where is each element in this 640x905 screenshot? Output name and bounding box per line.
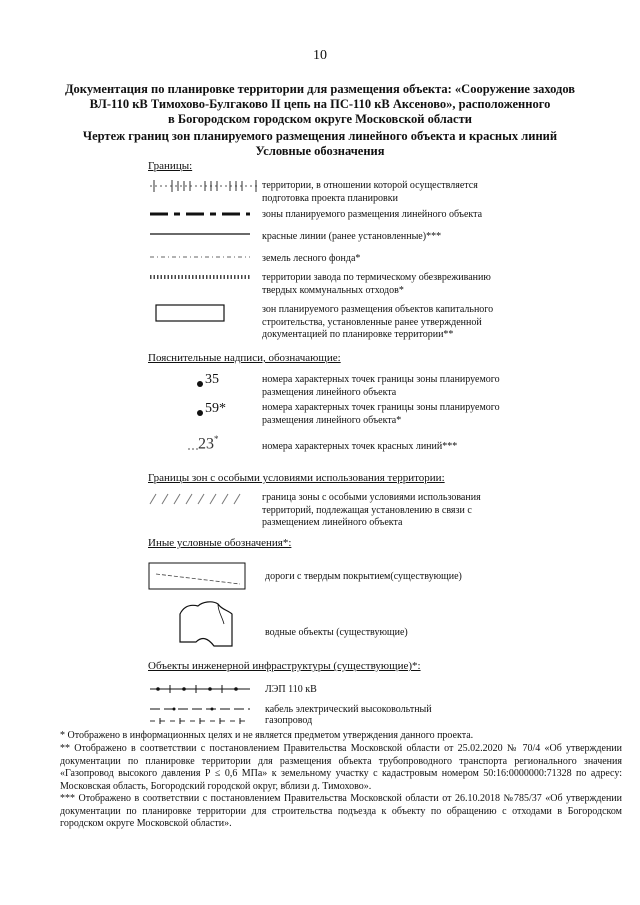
label-35-text: номера характерных точек границы зоны планируемого размещения линейного объекта	[262, 374, 500, 398]
other-heading: Иные условные обозначения*:	[148, 537, 292, 549]
forest-fund-text: земель лесного фонда*	[262, 253, 361, 264]
drawing-subtitle: Чертеж границ зон планируемого размещения линейного объекта и красных линий	[82, 129, 558, 143]
legend-heading: Условные обозначения	[255, 144, 385, 158]
water-body-shape-icon	[178, 600, 236, 652]
dot-icon	[196, 380, 204, 388]
power-line-icon	[150, 684, 250, 694]
territory-boundary-text: территории, в отношении которой осуществляется подготовка проекта планировки	[262, 180, 478, 204]
gas-pipeline-text: газопровод	[265, 715, 313, 726]
planned-zone-rectangle-icon	[150, 303, 230, 323]
forest-fund-line-icon	[150, 253, 250, 261]
power-line-text: ЛЭП 110 кВ	[265, 684, 317, 695]
boundaries-heading: Границы:	[148, 160, 193, 172]
footnote-3: *** Отображено в соответствии с постановлением Правительства Московской области от 26.10.2018 №785/37 «Об утверждении документации по планировке территории для строительства подъезда к объекту по обращению с отходами в Богородском городском округе Московской области».	[60, 793, 622, 829]
zone-dashed-line-icon	[150, 210, 250, 218]
zone-line-text: зоны планируемого размещения линейного объекта	[262, 209, 483, 220]
page-number: 10	[313, 48, 327, 63]
plant-territory-line-icon	[150, 272, 250, 282]
title-line-2: ВЛ-110 кВ Тимохово-Булгаково II цепь на ПС-110 кВ Аксеново», расположенного	[89, 97, 551, 111]
territory-boundary-line-icon	[150, 178, 260, 194]
cable-line-text: кабель электрический высоковольтный	[265, 704, 432, 715]
point-number-35: 35	[205, 372, 219, 387]
title-line-3: в Богородском городском округе Московской области	[168, 112, 472, 126]
red-line-text: красные линии (ранее установленные)***	[262, 231, 442, 242]
water-body-text: водные объекты (существующие)	[265, 627, 408, 638]
road-text: дороги с твердым покрытием(существующие)	[265, 571, 462, 582]
road-rectangle-icon	[148, 562, 246, 590]
planned-zone-text: зон планируемого размещения объектов капитального строительства, установленные ранее утвержденной документацией по планировке территории**	[262, 304, 494, 340]
special-zone-hatched-line-icon	[148, 492, 248, 506]
footnote-1: * Отображено в информационных целях и не является предметом утверждения данного проекта.	[60, 730, 474, 741]
label-59-text: номера характерных точек границы зоны планируемого размещения линейного объекта*	[262, 402, 500, 426]
labels-heading: Пояснительные надписи, обозначающие:	[148, 352, 341, 364]
gas-pipeline-line-icon	[150, 716, 250, 726]
title-line-1: Документация по планировке территории для размещения объекта: «Сооружение заходов	[64, 82, 576, 96]
label-23-text: номера характерных точек красных линий***	[262, 441, 458, 452]
special-zone-text: граница зоны с особыми условиями использования территорий, подлежащая установлению в связи с размещением линейного объекта	[262, 492, 481, 528]
special-zones-heading: Границы зон с особыми условиями использования территории:	[148, 472, 445, 484]
document-title	[60, 82, 580, 127]
point-number-59: 59*	[205, 401, 226, 416]
plant-territory-text: территории завода по термическому обезвреживанию твердых коммунальных отходов*	[262, 272, 491, 296]
point-number-23: 23*	[198, 434, 219, 453]
infrastructure-heading: Объекты инженерной инфраструктуры (существующие)*:	[148, 660, 421, 672]
footnote-2: ** Отображено в соответствии с постановлением Правительства Московской области от 25.02.2020 № 70/4 «Об утверждении документации по планировке территории для размещения объекта трубопроводного транспорта регионального значения «Газопровод высокого давления Р ≤ 0,6 МПа» к земельному участку с кадастровым номером 50:16:0000000:71328 по адресу: Московская область, Богородский городской округ, вблизи д. Тимохово».	[60, 743, 622, 792]
cable-line-icon	[150, 704, 250, 714]
red-line-icon	[150, 231, 250, 237]
dot-icon	[196, 409, 204, 417]
tick-icon	[188, 446, 198, 452]
